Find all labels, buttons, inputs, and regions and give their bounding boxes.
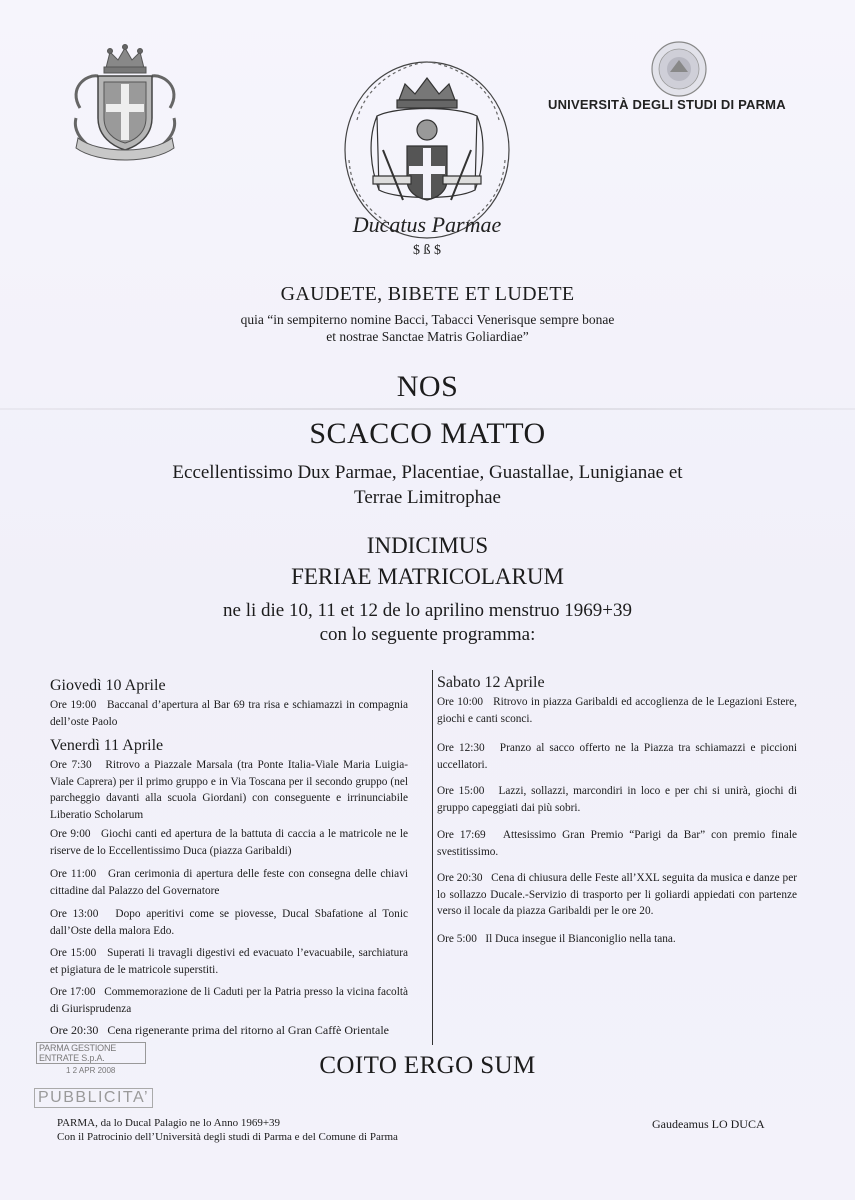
footer-place: PARMA, da lo Ducal Palagio ne lo Anno 1969+39 — [57, 1117, 281, 1129]
footer-left — [57, 1117, 398, 1144]
event-time: Ore 10:00 — [437, 696, 484, 708]
event-time: Ore 15:00 — [437, 785, 485, 797]
closing-motto: COITO ERGO SUM — [319, 1052, 536, 1079]
event-time: Ore 17:69 — [437, 829, 486, 841]
decree-title-line-1: Eccellentissimo Dux Parmae, Placentiae, Guastallae, Lunigianae et — [172, 462, 683, 483]
event-text: Gran cerimonia di apertura delle feste con consegna delle chiavi cittadine dal Palazzo del Governatore — [50, 868, 408, 897]
decree-dates: ne li die 10, 11 et 12 de lo aprilino menstruo 1969+39 — [223, 600, 632, 621]
event-text: Il Duca insegue il Bianconiglio nella tana. — [485, 933, 676, 945]
event-text: Baccanal d’apertura al Bar 69 tra risa e schiamazzi in compagnia dell’oste Paolo — [50, 699, 408, 728]
event-time: Ore 12:30 — [437, 742, 485, 754]
event-text: Commemorazione de li Caduti per la Patria presso la vicina facoltà di Giurisprudenza — [50, 986, 408, 1015]
event-time: Ore 20:30 — [437, 872, 483, 884]
column-divider — [432, 670, 433, 1045]
emblem-banner-text: Ducatus Parmae — [352, 212, 502, 237]
decree-name: SCACCO MATTO — [309, 417, 546, 450]
motto-subtitle — [0, 311, 855, 345]
motto-title: GAUDETE, BIBETE ET LUDETE — [280, 283, 575, 305]
comune-coat-of-arms-icon — [58, 38, 192, 166]
event-text: Pranzo al sacco offerto ne la Piazza tra schiamazzi e piccioni uccellatori. — [437, 742, 797, 771]
day-title-sabato: Sabato 12 Aprile — [437, 674, 545, 691]
footer-patronage: Con il Patrocinio dell’Università degli studi di Parma e del Comune di Parma — [57, 1130, 398, 1143]
event-item — [50, 906, 408, 939]
tax-stamp — [30, 1035, 150, 1115]
day-title-venerdi: Venerdì 11 Aprile — [50, 737, 164, 754]
event-item — [50, 984, 408, 1017]
motto-line-1: quia “in sempiterno nomine Bacci, Tabacci Venerisque sempre bonae — [240, 312, 615, 327]
event-text: Lazzi, sollazzi, marcondiri in loco e per chi si unirà, giochi di gruppo capeggiati dai più sobri. — [437, 785, 797, 814]
emblem-sigil-text: $ ß $ — [413, 243, 441, 258]
event-text: Dopo aperitivi come se piovesse, Ducal Sbafatione al Tonic dall’Oste della malora Edo. — [50, 908, 408, 937]
event-item — [437, 827, 797, 860]
event-item — [437, 694, 797, 727]
decree-programma: con lo seguente programma: — [319, 624, 536, 645]
event-item — [437, 783, 797, 816]
event-text: Cena di chiusura delle Feste all’XXL seguita da musica e danze per lo sollazzo Ducale.-Servizio di trasporto per li goliardi appiedati con partenze verso il locale da piazza Garibaldi per le ore 20. — [437, 872, 797, 917]
event-item — [50, 757, 408, 823]
event-item — [437, 740, 797, 773]
event-item — [50, 826, 408, 859]
day-title-giovedi: Giovedì 10 Aprile — [50, 677, 166, 694]
event-item — [50, 866, 408, 899]
stamp-label: PUBBLICITA’ — [34, 1088, 153, 1108]
event-text: Cena rigenerante prima del ritorno al Gran Caffè Orientale — [107, 1023, 389, 1037]
event-time: Ore 19:00 — [50, 699, 97, 711]
event-time: Ore 17:00 — [50, 986, 96, 998]
event-item — [50, 945, 408, 978]
event-time: Ore 20:30 — [50, 1023, 99, 1037]
event-text: Attesissimo Gran Premio “Parigi da Bar” con premio finale svestitissimo. — [437, 829, 797, 858]
event-text: Ritrovo in piazza Garibaldi ed accoglienza de le Legazioni Estere, giochi e canti sconci. — [437, 696, 797, 725]
event-time: Ore 9:00 — [50, 828, 91, 840]
decree-indicimus: INDICIMUS — [366, 533, 489, 558]
event-text: Giochi canti ed apertura de la battuta di caccia a le matricole ne le riserve de lo Eccellentissimo Duca (piazza Garibaldi) — [50, 828, 408, 857]
event-time: Ore 11:00 — [50, 868, 97, 880]
motto-line-2: et nostrae Sanctae Matris Goliardiae” — [326, 329, 529, 344]
university-name: UNIVERSITÀ DEGLI STUDI DI PARMA — [548, 97, 786, 112]
event-time: Ore 13:00 — [50, 908, 99, 920]
decree-feriae: FERIAE MATRICOLARUM — [291, 564, 564, 589]
event-item — [437, 870, 797, 920]
event-item — [437, 931, 797, 948]
event-time: Ore 7:30 — [50, 759, 92, 771]
footer-signature: Gaudeamus LO DUCA — [652, 1117, 765, 1131]
paper-fold-line — [0, 408, 855, 410]
ducatus-emblem-icon — [327, 50, 527, 260]
event-time: Ore 15:00 — [50, 947, 97, 959]
decree-title-line-2: Terrae Limitrophae — [354, 487, 501, 508]
event-item — [50, 697, 408, 730]
event-text: Superati li travagli digestivi ed evacuato l’evacuabile, sarchiatura et pigiatura de le matricole superstiti. — [50, 947, 409, 976]
event-time: Ore 5:00 — [437, 933, 477, 945]
stamp-date: 1 2 APR 2008 — [66, 1066, 116, 1075]
event-text: Ritrovo a Piazzale Marsala (tra Ponte Italia-Viale Maria Luigia-Viale Caprera) per il primo gruppo e in Via Toscana per il secondo gruppo (nel parcheggio davanti alla scuola Giordani) con conseguente e irrinunciabile Liberatio Scholarum — [50, 759, 408, 821]
stamp-company: PARMA GESTIONE ENTRATE S.p.A. — [36, 1042, 146, 1064]
university-seal-icon — [650, 40, 708, 98]
decree-nos: NOS — [396, 370, 459, 403]
